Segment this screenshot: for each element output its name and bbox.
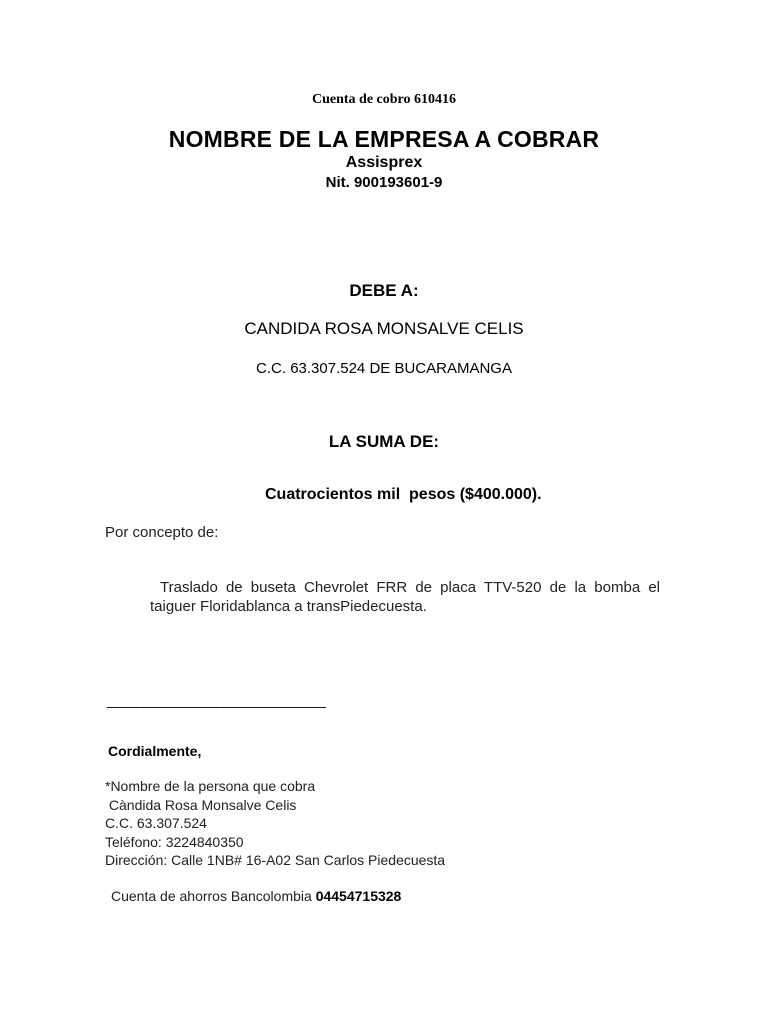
company-name: Assisprex <box>345 154 423 171</box>
bank-account-number: 04454715328 <box>315 888 402 904</box>
debe-heading: DEBE A: <box>349 281 419 300</box>
signature-line: ______________________________ <box>107 692 326 708</box>
company-nit: Nit. 900193601-9 <box>325 174 443 191</box>
contact-address: Dirección: Calle 1NB# 16-A02 San Carlos Piedecuesta <box>105 852 446 868</box>
concept-text: Traslado de buseta Chevrolet FRR de placa TTV-520 de la bomba el taiguer Floridablanca a transPiedecuesta. <box>150 579 660 615</box>
company-title: NOMBRE DE LA EMPRESA A COBRAR <box>168 126 600 152</box>
concept-label: Por concepto de: <box>105 524 219 541</box>
contact-note: *Nombre de la persona que cobra <box>105 778 316 794</box>
amount-heading: LA SUMA DE: <box>328 432 440 451</box>
amount-text: Cuatrocientos mil pesos ($400.000). <box>265 486 542 503</box>
bank-account-line <box>111 888 401 904</box>
invoice-title: Cuenta de cobro 610416 <box>311 92 457 107</box>
closing-text: Cordialmente, <box>108 743 202 759</box>
contact-id: C.C. 63.307.524 <box>105 815 207 831</box>
contact-block <box>105 777 445 870</box>
bank-account-label: Cuenta de ahorros Bancolombia <box>111 888 316 904</box>
contact-phone: Teléfono: 3224840350 <box>105 833 244 850</box>
creditor-name: CANDIDA ROSA MONSALVE CELIS <box>244 319 524 338</box>
contact-name: Càndida Rosa Monsalve Celis <box>105 796 297 813</box>
creditor-id: C.C. 63.307.524 DE BUCARAMANGA <box>256 360 512 377</box>
